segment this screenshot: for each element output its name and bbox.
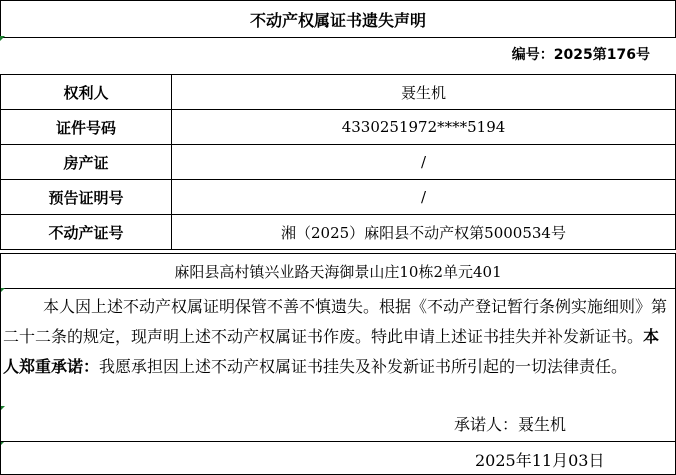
declaration-date: 2025年11月03日 — [475, 451, 605, 470]
row-value: 湘（2025）麻阳县不动产权第5000534号 — [172, 215, 676, 250]
property-address: 麻阳县高村镇兴业路天海御景山庄10栋2单元401 — [0, 253, 676, 289]
document-title: 不动产权属证书遗失声明 — [0, 0, 676, 38]
table-row — [1, 180, 676, 215]
row-label: 预告证明号 — [1, 180, 172, 215]
table-row — [1, 110, 676, 145]
statement-text-tail: 我愿承担因上述不动产权属证书挂失及补发新证书所引起的一切法律责任。 — [99, 357, 628, 376]
row-label: 证件号码 — [1, 110, 172, 145]
table-row — [1, 75, 676, 110]
serial-number: 编号：2025第176号 — [511, 47, 650, 63]
row-value: / — [172, 145, 676, 180]
row-value: 4330251972****5194 — [172, 110, 676, 145]
table-row — [1, 215, 676, 250]
row-value: 聂生机 — [172, 75, 676, 110]
row-label: 权利人 — [1, 75, 172, 110]
row-value: / — [172, 180, 676, 215]
cell-marker-icon — [0, 36, 5, 41]
info-table — [0, 74, 676, 250]
date-row — [0, 441, 676, 475]
row-label: 不动产证号 — [1, 215, 172, 250]
statement-text: 本人因上述不动产权属证明保管不善不慎遗失。根据《不动产登记暂行条例实施细则》第二十二条的规定，现声明上述不动产权属证书作废。特此申请上述证书挂失并补发新证书。 — [3, 297, 668, 346]
statement-paragraph — [0, 288, 676, 406]
table-row — [1, 145, 676, 180]
statement-bold-text: 本人郑重承诺： — [3, 327, 660, 376]
row-label: 房产证 — [1, 145, 172, 180]
promisor-row — [0, 406, 676, 441]
promisor-signature: 承诺人：聂生机 — [454, 415, 567, 434]
